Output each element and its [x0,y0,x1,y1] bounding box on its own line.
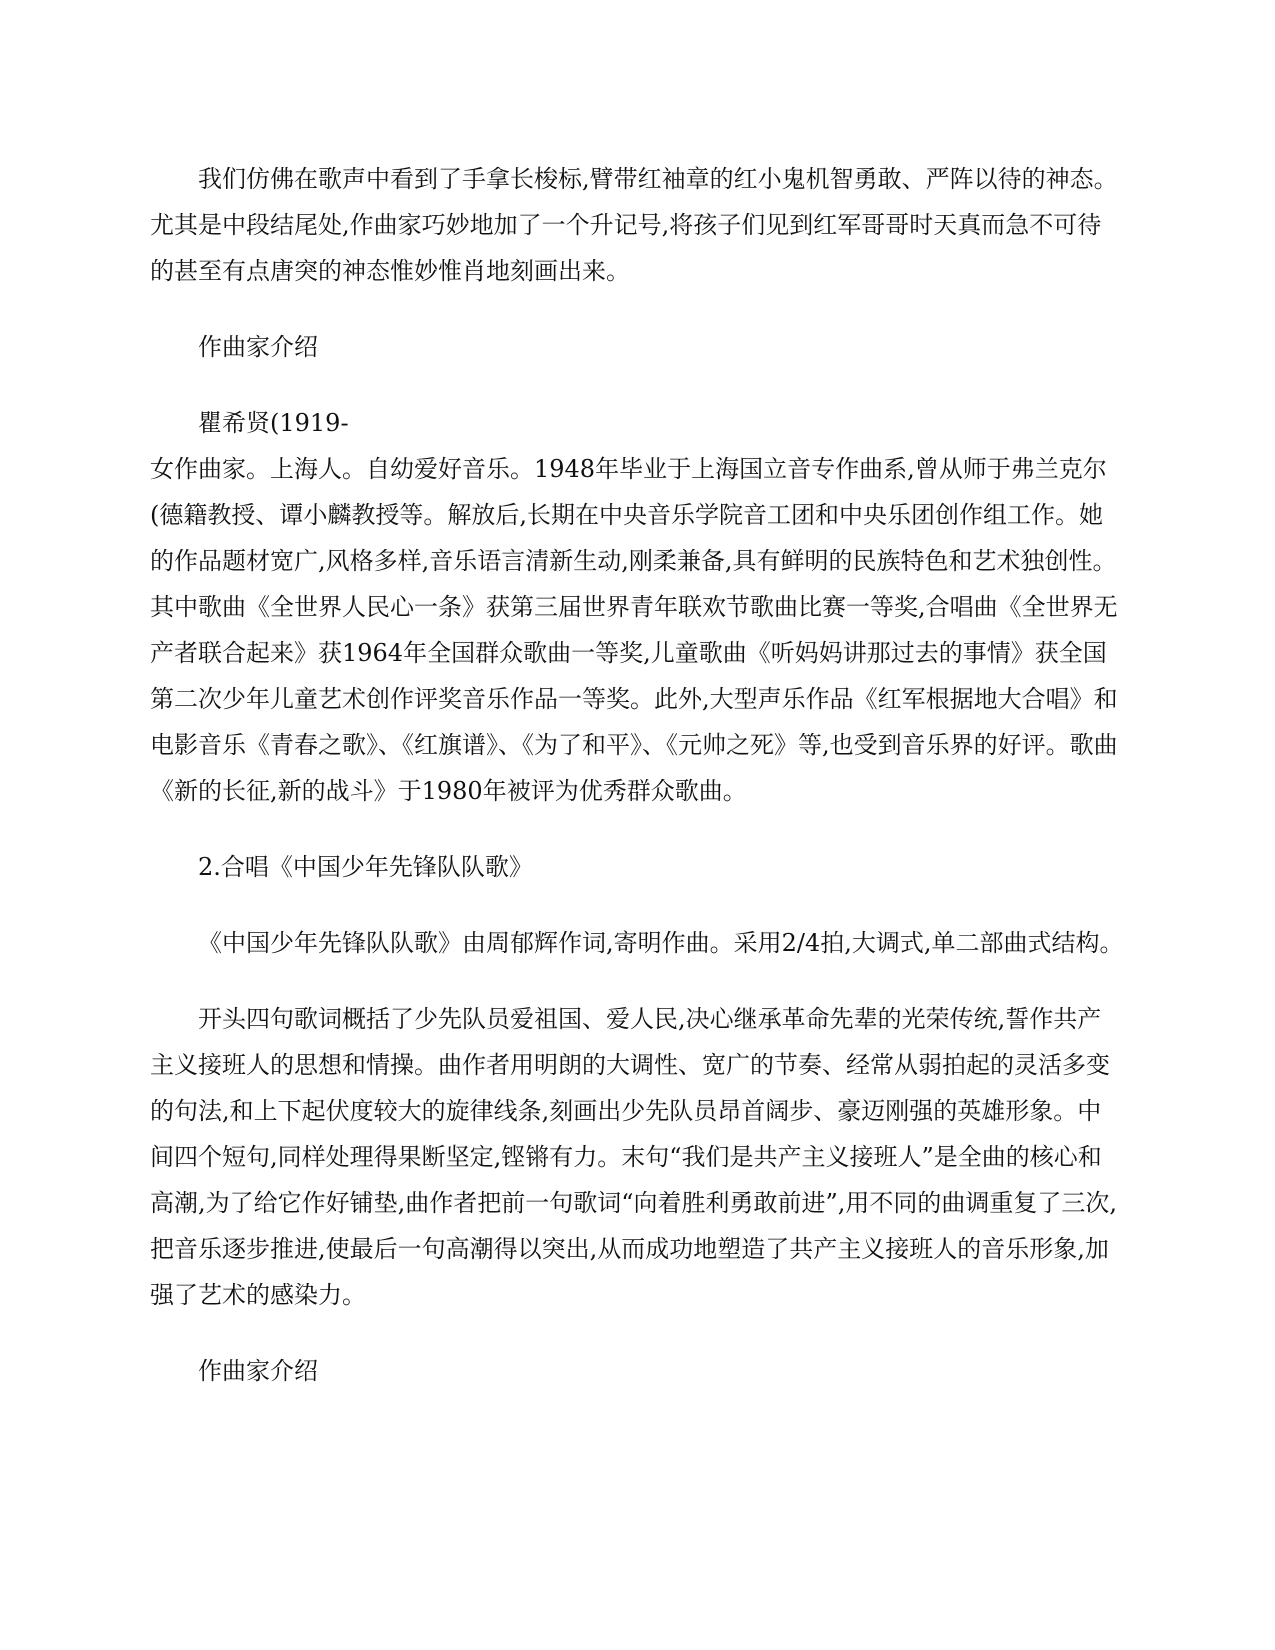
document-body [150,156,1125,1424]
paragraph-song-analysis: 开头四句歌词概括了少先队员爱祖国、爱人民,决心继承革命先辈的光荣传统,誓作共产主义接班人的思想和情操。曲作者用明朗的大调性、宽广的节奏、经常从弱拍起的灵活多变的句法,和上下起伏度较大的旋律线条,刻画出少先队员昂首阔步、豪迈刚强的英雄形象。中间四个短句,同样处理得果断坚定,铿锵有力。末句“我们是共产主义接班人”是全曲的核心和高潮,为了给它作好铺垫,曲作者把前一句歌词“向着胜利勇敢前进”,用不同的曲调重复了三次,把音乐逐步推进,使最后一句高潮得以突出,从而成功地塑造了共产主义接班人的音乐形象,加强了艺术的感染力。 [150,1005,1118,1309]
paragraph-song-description: 我们仿佛在歌声中看到了手拿长梭标,臂带红袖章的红小鬼机智勇敢、严阵以待的神态。尤其是中段结尾处,作曲家巧妙地加了一个升记号,将孩子们见到红军哥哥时天真而急不可待的甚至有点唐突的神态惟妙惟肖地刻画出来。 [150,165,1118,285]
section-heading-pioneer-song: 2.合唱《中国少年先锋队队歌》 [198,853,533,881]
section-heading-composer-intro: 作曲家介绍 [198,333,318,361]
section-heading-composer-intro-2: 作曲家介绍 [198,1357,318,1385]
paragraph-song-overview: 《中国少年先锋队队歌》由周郁辉作词,寄明作曲。采用2/4拍,大调式,单二部曲式结构。 [198,929,1124,957]
composer-name: 瞿希贤(1919- [198,409,349,437]
paragraph-composer-bio: 女作曲家。上海人。自幼爱好音乐。1948年毕业于上海国立音专作曲系,曾从师于弗兰克尔(德籍教授、谭小麟教授等。解放后,长期在中央音乐学院音工团和中央乐团创作组工作。她的作品题材宽广,风格多样,音乐语言清新生动,刚柔兼备,具有鲜明的民族特色和艺术独创性。其中歌曲《全世界人民心一条》获第三届世界青年联欢节歌曲比赛一等奖,合唱曲《全世界无产者联合起来》获1964年全国群众歌曲一等奖,儿童歌曲《听妈妈讲那过去的事情》获全国第二次少年儿童艺术创作评奖音乐作品一等奖。此外,大型声乐作品《红军根据地大合唱》和电影音乐《青春之歌》、《红旗谱》、《为了和平》、《元帅之死》等,也受到音乐界的好评。歌曲《新的长征,新的战斗》于1980年被评为优秀群众歌曲。 [150,455,1118,805]
